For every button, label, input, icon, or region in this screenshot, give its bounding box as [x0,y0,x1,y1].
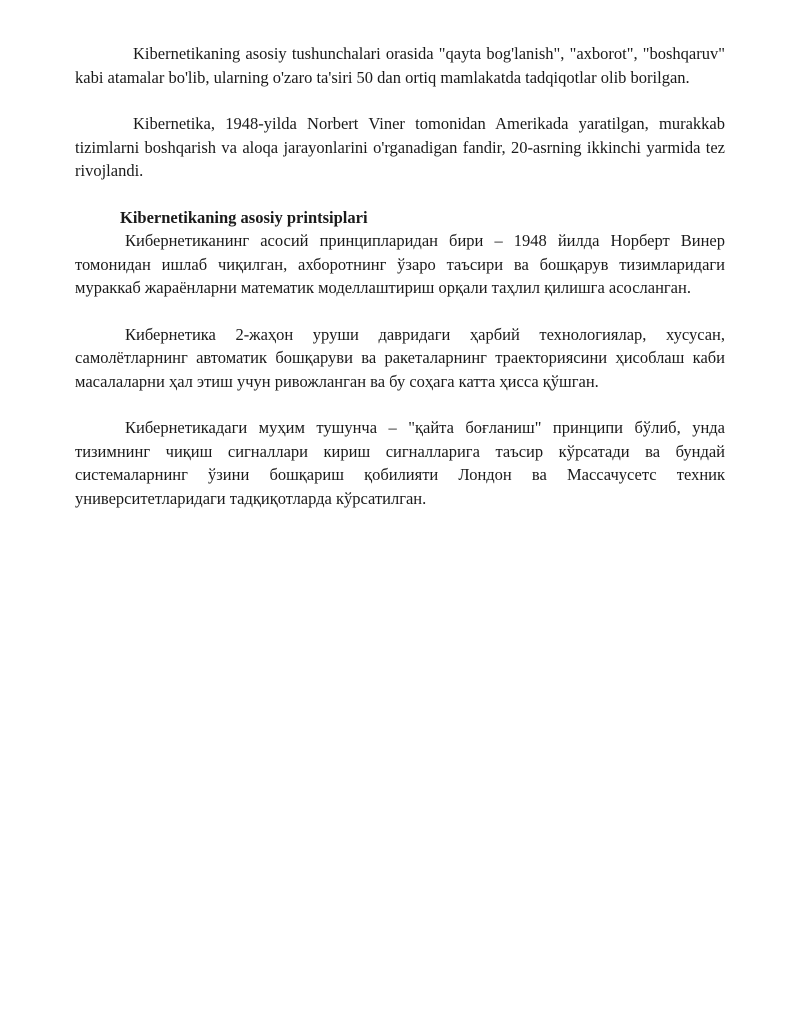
section-heading: Kibernetikaning asosiy printsiplari [120,207,368,227]
paragraph-history: Kibernetika, 1948-yilda Norbert Viner tomonidan Amerikada yaratilgan, murakkab tizimlarni boshqarish va aloqa jarayonlarini o'rganadigan fandir, 20-asrning ikkinchi yarmida tez rivojlandi. [75,114,725,180]
paragraph-wartime: Кибернетика 2-жаҳон уруши давридаги ҳарбий технологиялар, хусусан, самолётларнинг автоматик бошқаруви ва ракеталарнинг траекториясини ҳисоблаш каби масалаларни ҳал этиш учун ривожланган ва бу соҳага катта ҳисса қўшган. [75,324,725,391]
paragraph-key-concepts: Kibernetikaning asosiy tushunchalari orasida "qayta bog'lanish", "axborot", "boshqaruv" kabi atamalar bo'lib, ularning o'zaro ta'siri 50 dan ortiq mamlakatda tadqiqotlar olib borilgan. [75,44,725,87]
paragraph-principles: Кибернетиканинг асосий принципларидан бири – 1948 йилда Норберт Винер томонидан ишлаб чиқилган, ахборотнинг ўзаро таъсири ва бошқарув тизимларидаги мураккаб жараёнларни математик моделлаштириш орқали таҳлил қилишга асосланган. [75,231,725,297]
paragraph-feedback: Кибернетикадаги муҳим тушунча – "қайта боғланиш" принципи бўлиб, унда тизимнинг чиқиш сигналлари кириш сигналларига таъсир кўрсатади ва бундай системаларнинг ўзини бошқариш қобилияти Лондон ва Массачусетс техник университетларидаги тадқиқотларда кўрсатилган. [75,418,725,508]
document-page [75,42,725,510]
